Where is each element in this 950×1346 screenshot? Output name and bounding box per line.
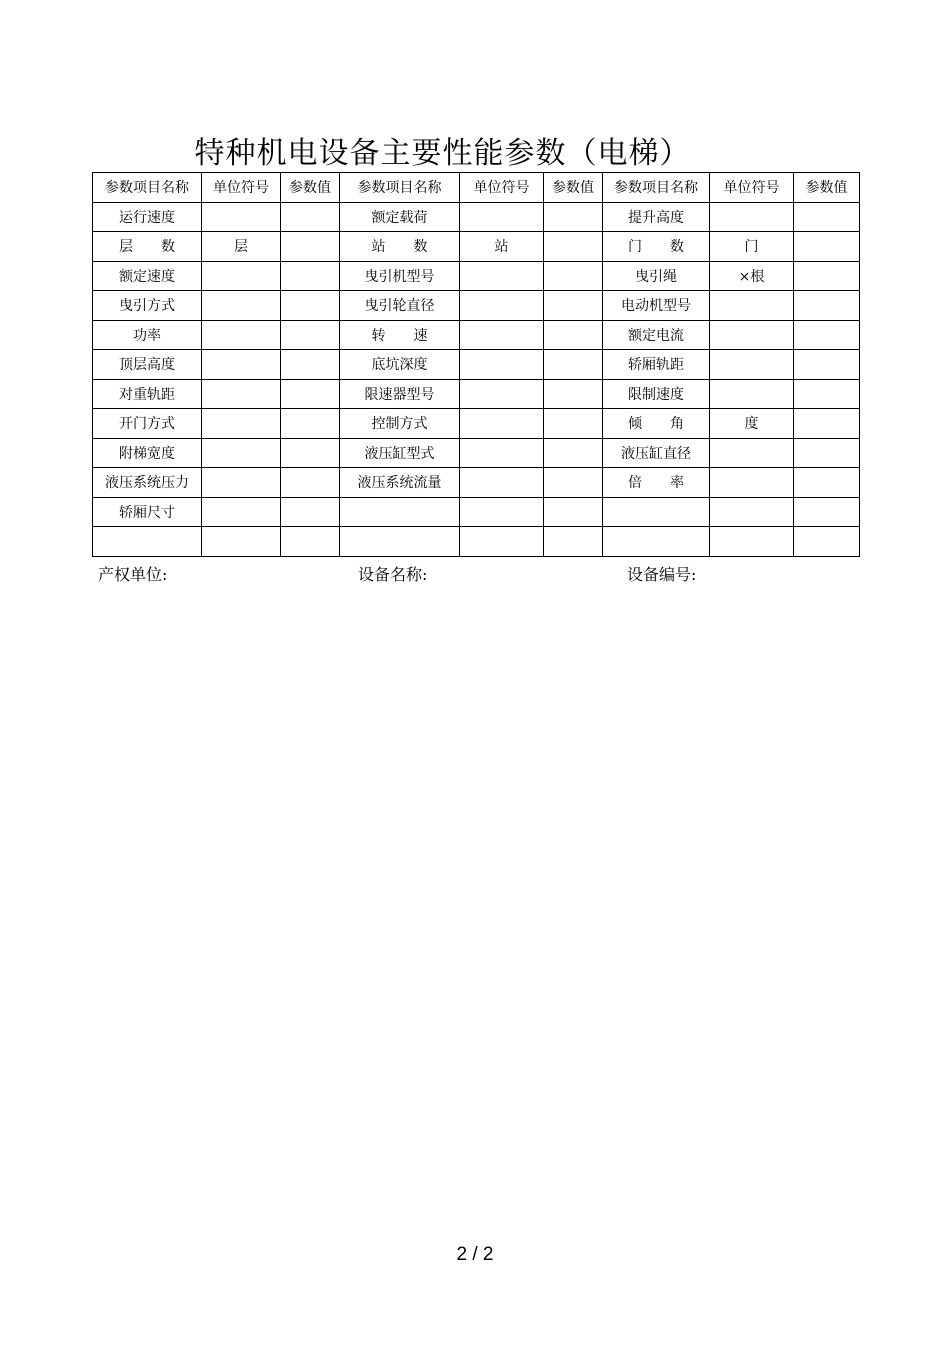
header-row [93,173,860,203]
unit-cell [202,409,281,439]
table-row [93,320,860,350]
header-cell: 单位符号 [710,173,794,203]
unit-cell [460,468,544,498]
param-name-cell [340,497,460,527]
param-name-cell: 曳引方式 [93,291,202,321]
unit-cell [202,291,281,321]
param-name-cell: 门 数 [603,232,710,262]
table-row [93,438,860,468]
unit-cell [710,468,794,498]
unit-cell [710,320,794,350]
table-row [93,409,860,439]
param-name-cell: 限制速度 [603,379,710,409]
value-cell [794,497,860,527]
param-name-cell: 液压缸直径 [603,438,710,468]
unit-cell [710,438,794,468]
param-name-cell: 倍 率 [603,468,710,498]
value-cell [281,320,340,350]
param-name-cell: 曳引机型号 [340,261,460,291]
value-cell [544,320,603,350]
device-number-label: 设备编号: [627,565,697,584]
value-cell [794,350,860,380]
unit-cell [460,261,544,291]
param-name-cell: 曳引绳 [603,261,710,291]
param-name-cell: 对重轨距 [93,379,202,409]
table-row [93,379,860,409]
header-cell: 参数值 [544,173,603,203]
param-name-cell: 底坑深度 [340,350,460,380]
param-name-cell: 控制方式 [340,409,460,439]
param-name-cell: 限速器型号 [340,379,460,409]
unit-cell [202,497,281,527]
value-cell [794,320,860,350]
value-cell [544,350,603,380]
owner-label: 产权单位: [98,565,168,584]
parameters-table [92,172,860,557]
value-cell [544,202,603,232]
unit-cell [460,409,544,439]
param-name-cell: 额定载荷 [340,202,460,232]
param-name-cell [340,527,460,557]
unit-cell [460,350,544,380]
unit-cell [202,527,281,557]
param-name-cell: 开门方式 [93,409,202,439]
table-row [93,261,860,291]
value-cell [281,202,340,232]
unit-cell [710,527,794,557]
table-row [93,232,860,262]
unit-cell [710,379,794,409]
param-name-cell: 层 数 [93,232,202,262]
value-cell [794,379,860,409]
value-cell [794,202,860,232]
unit-cell [710,291,794,321]
value-cell [281,468,340,498]
param-name-cell: 液压系统流量 [340,468,460,498]
unit-cell [202,468,281,498]
unit-cell [460,202,544,232]
value-cell [281,291,340,321]
unit-cell [202,350,281,380]
value-cell [281,379,340,409]
param-name-cell: 顶层高度 [93,350,202,380]
param-name-cell [603,527,710,557]
param-name-cell: 液压缸型式 [340,438,460,468]
header-cell: 单位符号 [460,173,544,203]
param-name-cell: 站 数 [340,232,460,262]
unit-cell [460,438,544,468]
unit-cell [710,497,794,527]
unit-cell: 门 [710,232,794,262]
unit-cell: ×根 [710,261,794,291]
value-cell [794,527,860,557]
param-name-cell: 提升高度 [603,202,710,232]
header-cell: 参数值 [281,173,340,203]
value-cell [281,409,340,439]
value-cell [794,409,860,439]
header-cell: 单位符号 [202,173,281,203]
param-name-cell: 液压系统压力 [93,468,202,498]
unit-cell: 层 [202,232,281,262]
param-name-cell: 附梯宽度 [93,438,202,468]
unit-cell [460,320,544,350]
value-cell [544,232,603,262]
value-cell [544,527,603,557]
value-cell [281,527,340,557]
value-cell [544,291,603,321]
value-cell [794,261,860,291]
unit-cell [202,438,281,468]
param-name-cell: 运行速度 [93,202,202,232]
value-cell [794,438,860,468]
value-cell [544,438,603,468]
unit-cell [202,379,281,409]
value-cell [544,468,603,498]
unit-cell [710,350,794,380]
unit-cell [460,379,544,409]
header-cell: 参数值 [794,173,860,203]
param-name-cell: 额定电流 [603,320,710,350]
device-name-label: 设备名称: [358,565,428,584]
value-cell [281,232,340,262]
param-name-cell: 电动机型号 [603,291,710,321]
unit-cell: 度 [710,409,794,439]
header-cell: 参数项目名称 [603,173,710,203]
param-name-cell: 轿厢轨距 [603,350,710,380]
table-row [93,202,860,232]
table-row [93,497,860,527]
unit-cell [202,202,281,232]
unit-cell: 站 [460,232,544,262]
value-cell [544,409,603,439]
table-row [93,527,860,557]
param-name-cell: 倾 角 [603,409,710,439]
param-name-cell: 转 速 [340,320,460,350]
value-cell [544,379,603,409]
table-row [93,468,860,498]
unit-cell [460,291,544,321]
table-row [93,291,860,321]
value-cell [544,497,603,527]
document-title: 特种机电设备主要性能参数（电梯） [194,136,691,171]
value-cell [794,232,860,262]
unit-cell [460,497,544,527]
header-cell: 参数项目名称 [93,173,202,203]
unit-cell [202,320,281,350]
table-row [93,350,860,380]
unit-cell [460,527,544,557]
param-name-cell: 额定速度 [93,261,202,291]
unit-cell [710,202,794,232]
param-name-cell: 轿厢尺寸 [93,497,202,527]
page-number: 2 / 2 [456,1244,494,1265]
param-name-cell [93,527,202,557]
param-name-cell: 功率 [93,320,202,350]
value-cell [281,497,340,527]
value-cell [794,291,860,321]
param-name-cell [603,497,710,527]
header-cell: 参数项目名称 [340,173,460,203]
table-body [93,173,860,557]
unit-cell [202,261,281,291]
value-cell [544,261,603,291]
value-cell [794,468,860,498]
value-cell [281,350,340,380]
param-name-cell: 曳引轮直径 [340,291,460,321]
value-cell [281,438,340,468]
value-cell [281,261,340,291]
